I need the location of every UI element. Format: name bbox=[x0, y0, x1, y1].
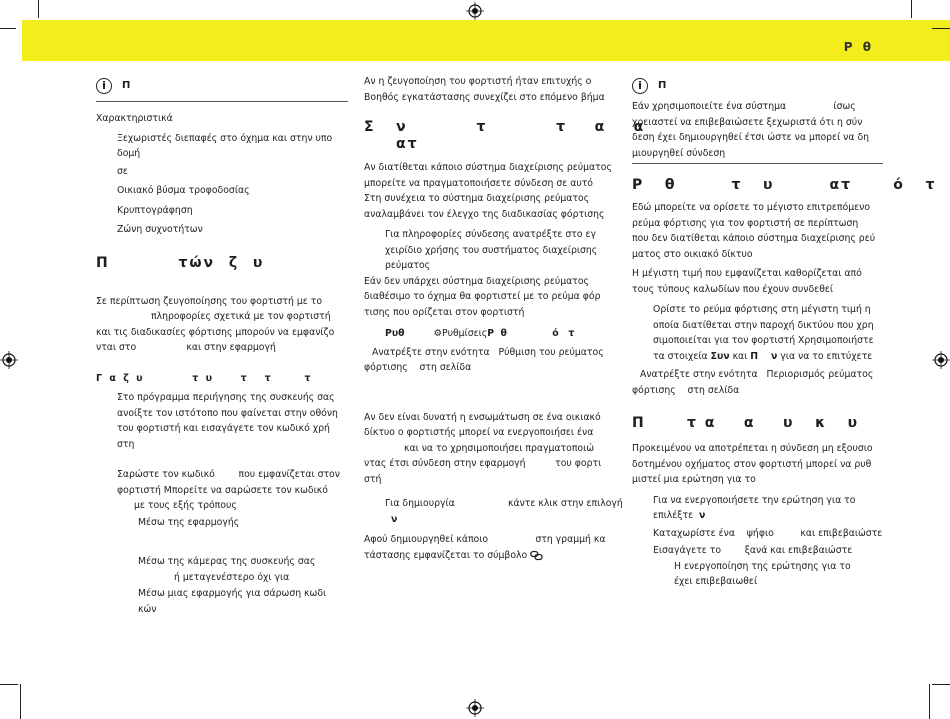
crop-mark bbox=[929, 684, 930, 719]
feature-item: Κρυπτογράφηση bbox=[117, 204, 193, 216]
feature-item: σε bbox=[117, 165, 128, 177]
gear-icon: ⚙ bbox=[433, 328, 442, 339]
note-text: χρειαστεί να επιβεβαιώσετε ξεχωριστά ότι η σύν bbox=[632, 116, 863, 128]
step-line: Στο πρόγραμμα περιήγησης της συσκευής σας bbox=[117, 392, 335, 403]
crop-mark bbox=[0, 684, 18, 685]
section-title: Ρ θ τ υ ατ ό τ bbox=[632, 177, 937, 193]
option-label: ν bbox=[699, 510, 706, 521]
paragraph-line: Βοηθός εγκατάστασης συνεχίζει στο επόμενο βήμα bbox=[364, 91, 605, 103]
header-band bbox=[22, 20, 950, 61]
paragraph-line bbox=[364, 548, 614, 564]
see-reference: φόρτισης στη σελίδα bbox=[632, 384, 740, 396]
paragraph-line: μπορείτε να πραγματοποιήσετε σύνδεση σε αυτό bbox=[364, 177, 593, 189]
crop-mark bbox=[911, 0, 912, 18]
paragraph-line: Η μέγιστη τιμή που εμφανίζεται καθορίζεται από bbox=[632, 268, 862, 279]
see-reference: Ανατρέξτε στην ενότητα Ρύθμιση του ρεύματος bbox=[372, 346, 604, 358]
step-line: Ορίστε το ρεύμα φόρτισης στη μέγιστη τιμή η bbox=[653, 304, 871, 315]
reference-line: ρεύματος bbox=[385, 260, 431, 271]
step-line: στη bbox=[117, 438, 135, 450]
minus-key-label: Π ν bbox=[750, 350, 778, 362]
method-item: Μέσω της εφαρμογής bbox=[138, 516, 240, 528]
option-label: ν bbox=[391, 513, 398, 525]
result-line: έχει επιβεβαιωθεί bbox=[674, 576, 758, 587]
paragraph-line: Αν δεν είναι δυνατή η ενσωμάτωση σε ένα οικιακό bbox=[364, 411, 601, 423]
step-line: του φορτιστή και εισαγάγετε τον κωδικό χρή bbox=[117, 423, 330, 434]
paragraph-line: ρεύμα φόρτισης για τον φορτιστή σε περίπτωση bbox=[632, 217, 859, 229]
paragraph-line: και τις διαδικασίες φόρτισης μπορούν να εμφανίζο bbox=[96, 326, 335, 338]
paragraph-line: Εάν δεν υπάρχει σύστημα διαχείρισης ρεύματος bbox=[364, 275, 590, 287]
reference-line: χειρίδιο χρήσης του συστήματος διαχείρισης bbox=[385, 244, 598, 256]
see-reference: Ανατρέξτε στην ενότητα Περιορισμός ρεύματος bbox=[640, 369, 874, 380]
paragraph-line: Αν η ζευγοποίηση του φορτιστή ήταν επιτυχής ο bbox=[364, 76, 592, 87]
note-title: Π bbox=[658, 80, 667, 92]
paragraph-line: Εδώ μπορείτε να ορίσετε το μέγιστο επιτρεπόμενο bbox=[632, 202, 871, 213]
section-title: Π τ α α υ κ υ bbox=[632, 415, 860, 431]
paragraph-line: Σε περίπτωση ζευγοποίησης του φορτιστή με το bbox=[96, 295, 323, 307]
paragraph-line: δοτημένου οχήματος στον φορτιστή μπορεί να ρυθ bbox=[632, 458, 872, 470]
crop-mark bbox=[0, 28, 16, 29]
paragraph-line: αναλαμβάνει τον έλεγχο της διαδικασίας φόρτισης bbox=[364, 208, 605, 220]
crop-mark bbox=[932, 684, 950, 685]
column-middle bbox=[364, 74, 646, 563]
settings-menu-label: Ρυθμίσεις bbox=[441, 328, 488, 339]
step-line: Για να ενεργοποιήσετε την ερώτηση για το bbox=[653, 494, 856, 506]
see-reference: φόρτισης στη σελίδα bbox=[364, 362, 472, 373]
method-item: κών bbox=[138, 603, 157, 615]
section-title: Σ ν τ τ α α bbox=[364, 119, 646, 135]
paragraph-line: Προκειμένου να αποτρέπεται η σύνδεση μη εξουσιο bbox=[632, 443, 873, 454]
step-line: Σαρώστε τον κωδικό που εμφανίζεται στον bbox=[117, 469, 340, 480]
step-text: και bbox=[729, 350, 751, 362]
reference-line: Για πληροφορίες σύνδεσης ανατρέξτε στο εγ bbox=[385, 229, 597, 240]
crop-mark bbox=[20, 684, 21, 719]
step-line: με τους εξής τρόπους bbox=[134, 500, 237, 511]
method-item: Μέσω μιας εφαρμογής για σάρωση κωδι bbox=[138, 588, 327, 599]
paragraph-line: στή bbox=[364, 473, 382, 485]
step-line: Καταχωρίστε ένα ψήφιο και επιβεβαιώστε bbox=[653, 527, 883, 539]
page-header-title: Ρ θ bbox=[843, 40, 874, 54]
note-text: δεση έχει δημιουργηθεί έτσι ώστε να μπορεί να δη bbox=[632, 132, 870, 143]
features-heading: Χαρακτηριστικά bbox=[96, 113, 173, 124]
divider bbox=[632, 163, 883, 164]
note-title: Π bbox=[122, 80, 131, 92]
step-text: για να το επιτύχετε bbox=[777, 350, 873, 362]
step-line bbox=[632, 349, 883, 365]
paragraph-line: τους τύπους καλωδίων που έχουν συνδεθεί bbox=[632, 283, 834, 295]
feature-item: Οικιακό βύσμα τροφοδοσίας bbox=[117, 185, 250, 196]
step-line: Εισαγάγετε το ξανά και επιβεβαιώστε bbox=[653, 545, 853, 556]
step-line: ανοίξτε τον ιστότοπο που φαίνεται στην οθόνη bbox=[117, 407, 338, 419]
menu-path-start: Ρυθ bbox=[385, 328, 405, 339]
note-text: Εάν χρησιμοποιείτε ένα σύστημα ίσως bbox=[632, 101, 856, 112]
step-line: Για δημιουργία κάντε κλικ στην επιλογή bbox=[385, 498, 623, 509]
divider bbox=[96, 101, 348, 102]
paragraph-line: ντας έτσι σύνδεση στην εφαρμογή του φορτι bbox=[364, 458, 602, 469]
feature-item: Ξεχωριστές διεπαφές στο όχημα και στην υπο bbox=[117, 132, 333, 144]
plus-key-label: Συν bbox=[710, 350, 730, 362]
registration-mark-icon bbox=[0, 351, 18, 369]
paragraph-line: μιστεί μια ερώτηση για το bbox=[632, 474, 756, 485]
step-text: επιλέξτε bbox=[653, 510, 700, 521]
paragraph-line: ματος στο οικιακό δίκτυο bbox=[632, 248, 753, 260]
section-title: ατ bbox=[396, 136, 419, 152]
step-line bbox=[632, 508, 883, 524]
link-icon bbox=[530, 550, 543, 561]
method-item: Μέσω της κάμερας της συσκευής σας bbox=[138, 556, 316, 567]
registration-mark-icon bbox=[466, 699, 484, 717]
note-text: μιουργηθεί σύνδεση bbox=[632, 147, 726, 159]
paragraph-line: Αν διατίθεται κάποιο σύστημα διαχείρισης ρεύματος bbox=[364, 162, 612, 173]
paragraph-line: Αφού δημιουργηθεί κάποιο στη γραμμή κα bbox=[364, 534, 606, 545]
info-icon: i bbox=[632, 78, 648, 94]
note-box bbox=[96, 74, 348, 98]
step-line: φορτιστή Μπορείτε να σαρώσετε τον κωδικό bbox=[117, 484, 328, 496]
subsection-title: Γ α ζ υ τ υ τ τ τ bbox=[96, 372, 313, 384]
feature-item: Ζώνη συχνοτήτων bbox=[117, 224, 203, 235]
paragraph-line: που δεν διατίθεται κάποιο σύστημα διαχείρισης ρεύ bbox=[632, 233, 876, 244]
method-item: ή μεταγενέστερο όχι για bbox=[174, 571, 290, 583]
paragraph-line: Στη συνέχεια το σύστημα διαχείρισης ρεύματος bbox=[364, 193, 590, 204]
menu-path-end: Ρ θ ό τ bbox=[487, 328, 575, 339]
paragraph-line: νται στο και στην εφαρμογή bbox=[96, 342, 276, 353]
menu-path bbox=[364, 326, 614, 342]
paragraph-line: δίκτυο ο φορτιστής μπορεί να ενεργοποιήσει ένα bbox=[364, 427, 594, 438]
registration-mark-icon bbox=[932, 351, 950, 369]
column-left bbox=[96, 74, 348, 617]
registration-mark-icon bbox=[466, 2, 484, 20]
step-line: οποία διατίθεται στην παροχή δικτύου που χρη bbox=[653, 319, 874, 331]
section-title: Π τών ζ υ bbox=[96, 254, 265, 271]
note-box bbox=[632, 74, 883, 98]
feature-item: δομή bbox=[117, 148, 141, 159]
paragraph-line: πληροφορίες σχετικά με τον φορτιστή bbox=[151, 311, 331, 322]
step-text: τα στοιχεία bbox=[653, 350, 711, 362]
column-right bbox=[632, 74, 937, 590]
crop-mark bbox=[932, 28, 950, 29]
result-line: Η ενεργοποίηση της ερώτησης για το bbox=[674, 560, 851, 572]
paragraph-text: τάστασης εμφανίζεται το σύμβολο bbox=[364, 549, 528, 561]
step-line: σιμοποιείται για τον φορτιστή Χρησιμοποιήστε bbox=[653, 335, 874, 346]
paragraph-line: διαθέσιμο το όχημα θα φορτιστεί με το ρεύμα φόρ bbox=[364, 291, 601, 302]
paragraph-line: τισης που ορίζεται στον φορτιστή bbox=[364, 306, 525, 318]
paragraph-line: και να το χρησιμοποιήσει πραγματοποιώ bbox=[404, 442, 595, 454]
crop-mark bbox=[38, 0, 39, 18]
info-icon: i bbox=[96, 78, 112, 94]
